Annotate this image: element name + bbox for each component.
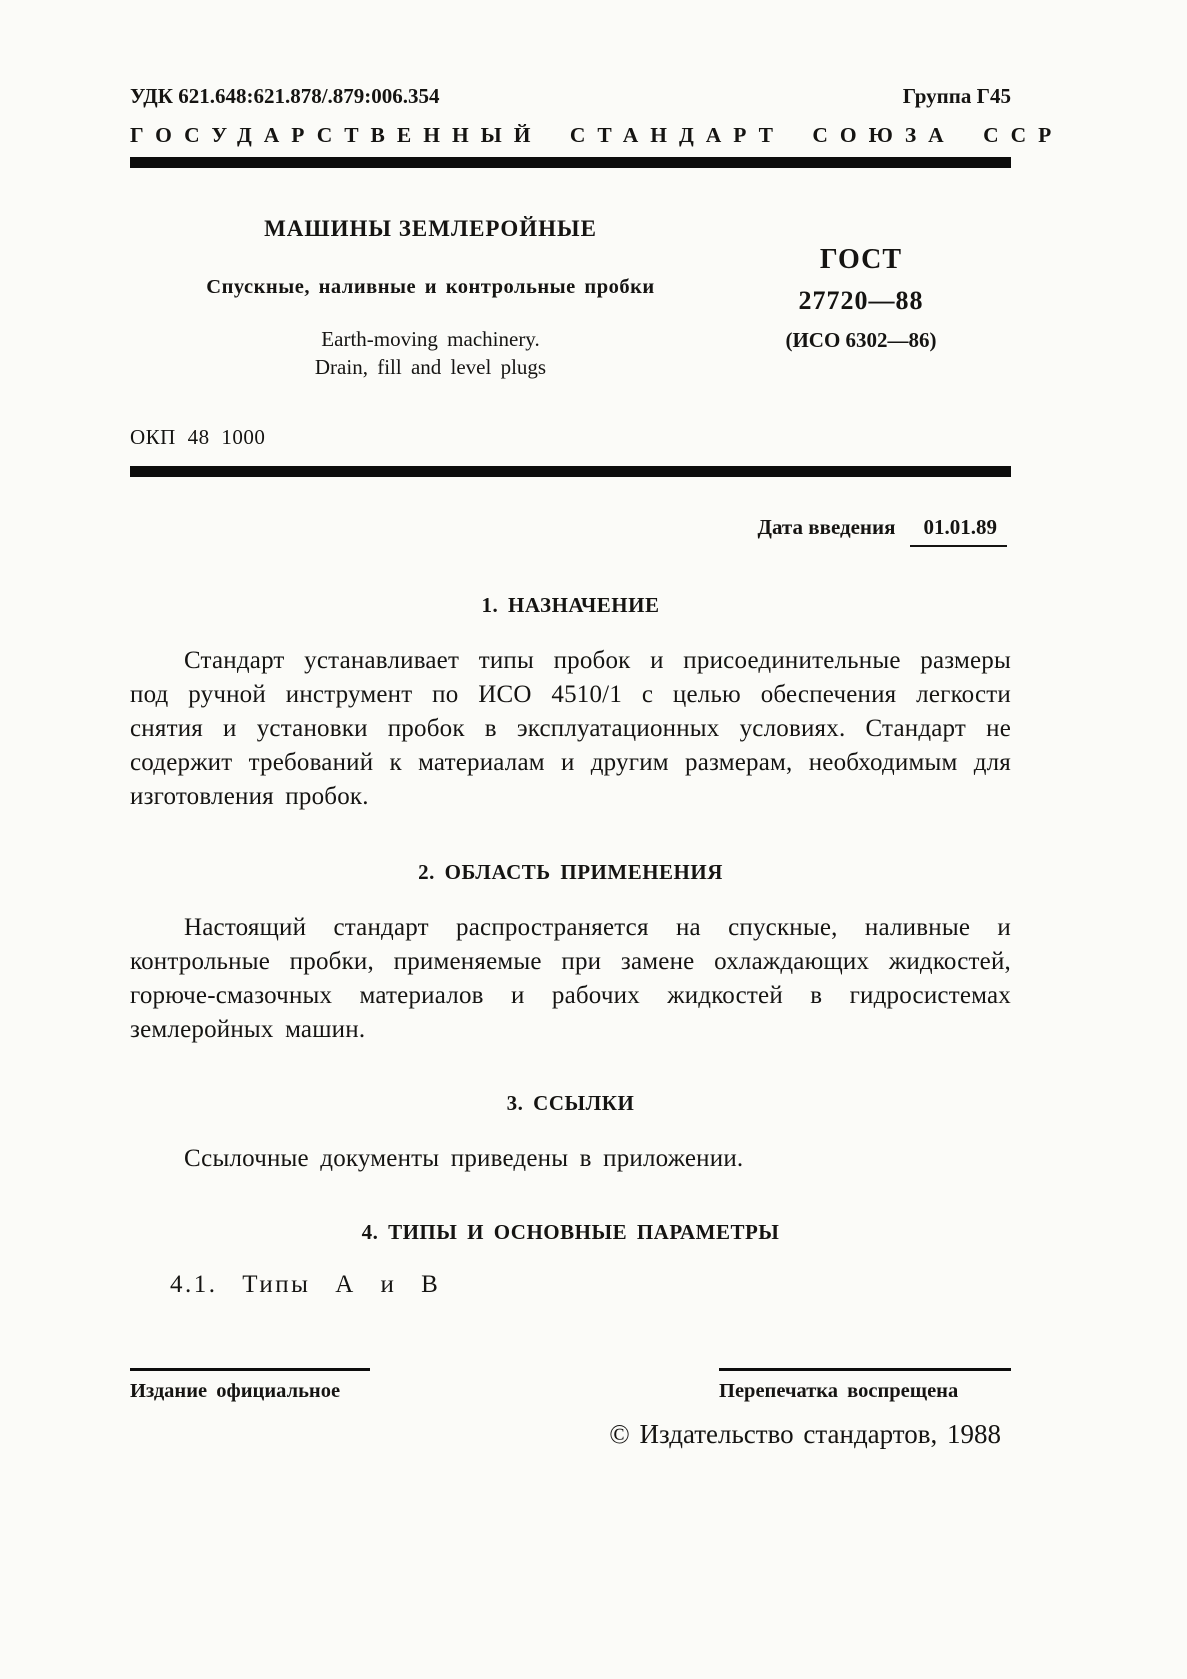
date-label: Дата введения [757,515,896,539]
section-3-heading: 3. ССЫЛКИ [506,1091,635,1115]
date-value: 01.01.89 [910,515,1008,547]
group-code: Группа Г45 [902,84,1011,108]
title-left-column [130,216,711,381]
top-identifiers-row [130,84,1011,109]
page-content [130,84,1064,1299]
divider-bar-middle [130,466,1011,477]
title-english-line1: Earth-moving machinery. [321,327,540,351]
section-4-heading: 4. ТИПЫ И ОСНОВНЫЕ ПАРАМЕТРЫ [361,1220,780,1244]
section-2-heading: 2. ОБЛАСТЬ ПРИМЕНЕНИЯ [418,860,723,884]
standard-type-header: ГОСУДАРСТВЕННЫЙ СТАНДАРТ СОЮЗА ССР [130,123,1064,147]
clause-4-1: 4.1. Типы А и В [170,1271,441,1298]
title-block [130,216,1011,381]
footer-notes-row [130,1368,1011,1403]
udk-code: УДК 621.648:621.878/.879:006.354 [130,84,440,108]
gost-label: ГОСТ [819,244,903,275]
gost-designation-block [711,216,1011,381]
iso-reference: (ИСО 6302—86) [785,328,937,352]
section-1-heading: 1. НАЗНАЧЕНИЕ [481,593,660,617]
introduction-date-line [130,515,1011,547]
title-english [150,325,711,381]
page-footer [130,1368,1011,1450]
subtitle-russian: Спускные, наливные и контрольные пробки [206,276,655,298]
okp-code: ОКП 48 1000 [130,425,266,449]
reprint-prohibited-note: Перепечатка воспрещена [719,1368,1011,1403]
gost-number: 27720—88 [798,286,924,315]
title-russian: МАШИНЫ ЗЕМЛЕРОЙНЫЕ [264,216,597,241]
section-3-paragraph: Ссылочные документы приведены в приложении. [184,1145,744,1172]
publisher-copyright: © Издательство стандартов, 1988 [609,1419,1001,1449]
official-edition-note: Издание официальное [130,1368,370,1403]
section-2-paragraph: Настоящий стандарт распространяется на спускные, наливные и контрольные пробки, применяемые при замене охлаждающих жидкостей, горюче-смазочных материалов и рабочих жидкостей в гидросистемах землеройных машин. [130,914,1011,1043]
divider-bar-top [130,157,1011,168]
section-1-paragraph: Стандарт устанавливает типы пробок и присоединительные размеры под ручной инструмент по ИСО 4510/1 с целью обеспечения легкости снятия и установки пробок в эксплуатационных условиях. Стандарт не содержит требований к материалам и другим размерам, необходимым для изготовления пробок. [130,647,1011,810]
title-english-line2: Drain, fill and level plugs [314,355,547,379]
